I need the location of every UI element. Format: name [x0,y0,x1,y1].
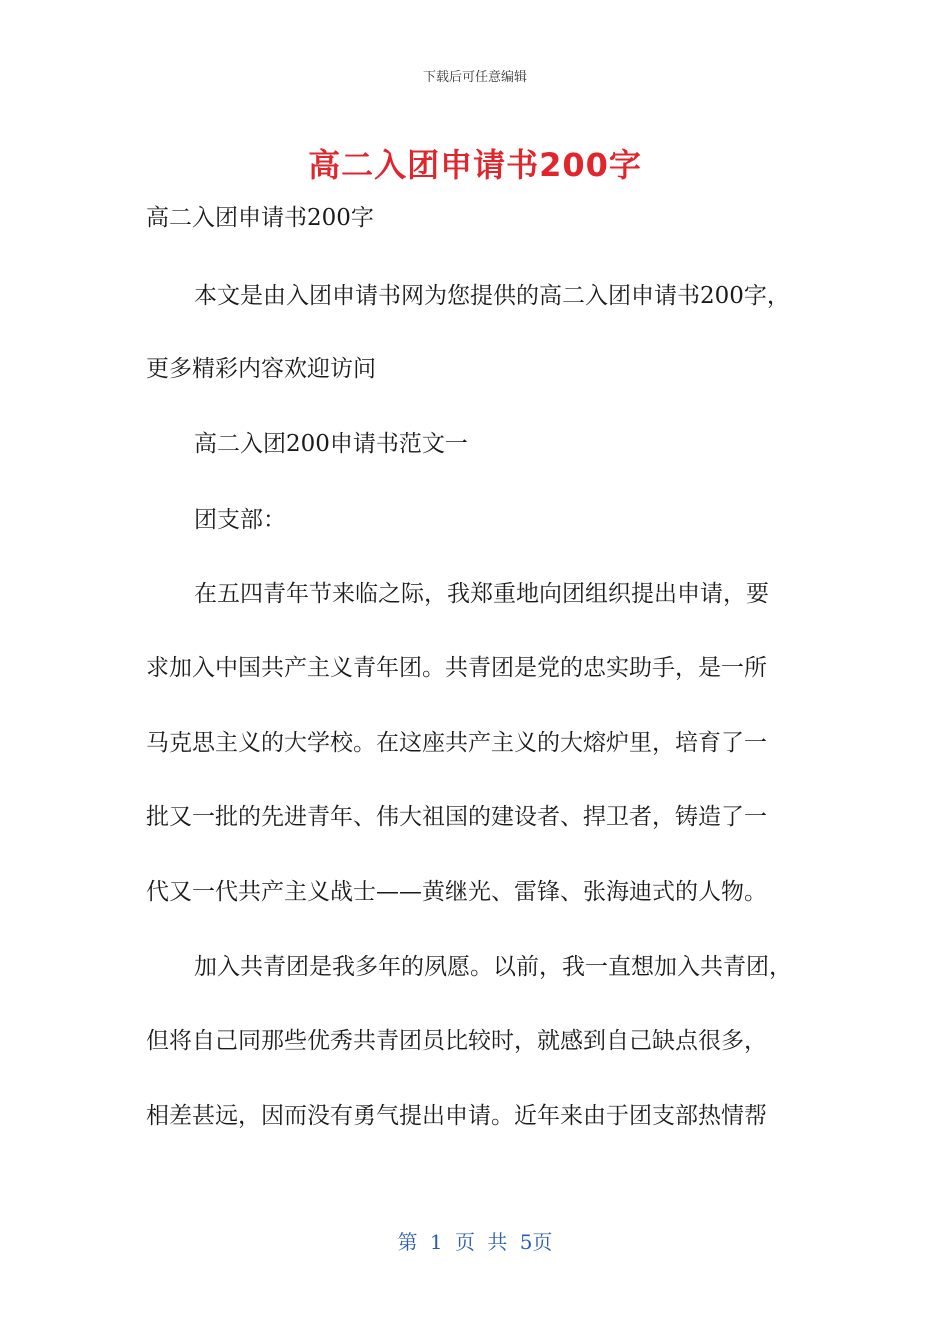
body-line-4: 高二入团200申请书范文一 [194,431,468,457]
body-line-8: 马克思主义的大学校。在这座共产主义的大熔炉里，培育了一 [146,730,767,756]
document-title: 高二入团申请书200字 [308,146,642,184]
body-line-9: 批又一批的先进青年、伟大祖国的建设者、捍卫者，铸造了一 [146,804,767,830]
body-line-5: 团支部： [194,507,286,533]
page-number-footer: 第 1 页 共 5页 [397,1230,553,1254]
body-line-3: 更多精彩内容欢迎访问 [146,356,376,382]
body-line-2: 本文是由入团申请书网为您提供的高二入团申请书200字， [194,283,790,309]
body-line-13: 相差甚远，因而没有勇气提出申请。近年来由于团支部热情帮 [146,1103,767,1129]
header-note: 下载后可任意编辑 [422,70,527,85]
body-line-7: 求加入中国共产主义青年团。共青团是党的忠实助手，是一所 [146,655,767,681]
body-line-6: 在五四青年节来临之际，我郑重地向团组织提出申请，要 [194,581,769,607]
body-line-11: 加入共青团是我多年的夙愿。以前，我一直想加入共青团， [194,954,792,980]
body-line-12: 但将自己同那些优秀共青团员比较时，就感到自己缺点很多， [146,1028,767,1054]
body-line-10: 代又一代共产主义战士——黄继光、雷锋、张海迪式的人物。 [146,879,767,905]
body-line-1: 高二入团申请书200字 [146,205,374,231]
